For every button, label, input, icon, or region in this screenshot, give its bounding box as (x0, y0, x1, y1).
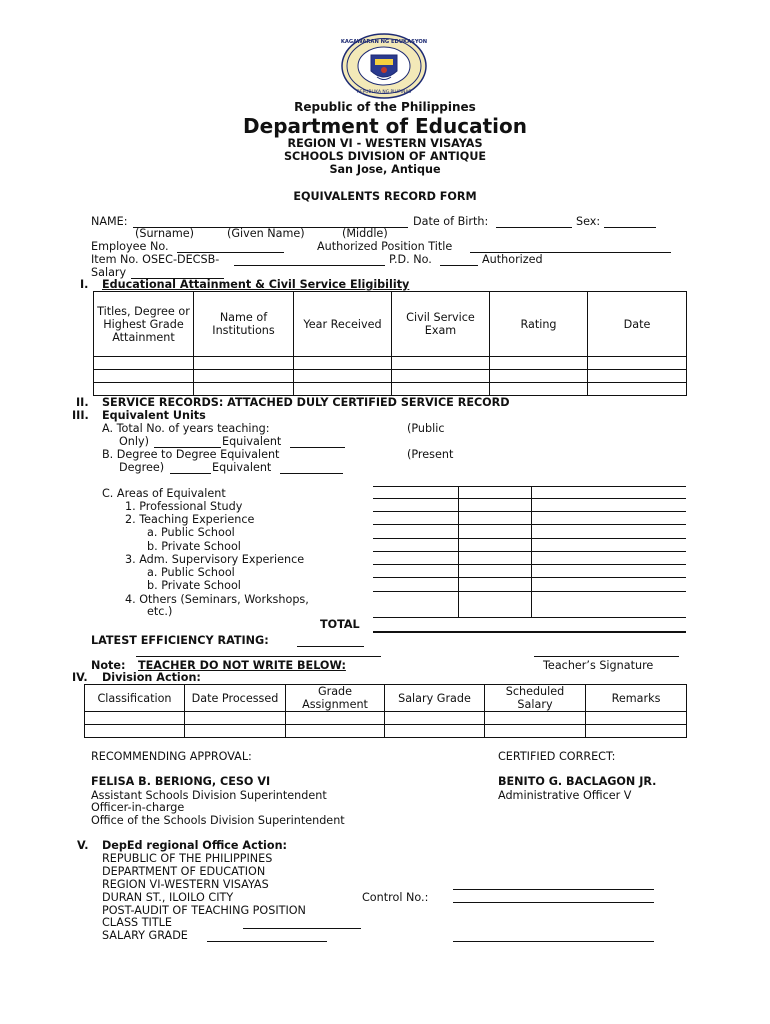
regional-line: REGION VI-WESTERN VISAYAS (102, 878, 269, 891)
recommending-approval-label: RECOMMENDING APPROVAL: (91, 750, 252, 763)
section-1-title: Educational Attainment & Civil Service Eligibility (102, 278, 410, 291)
class-title-field[interactable] (243, 928, 361, 929)
col-classification: Classification (85, 685, 185, 712)
area-item: 2. Teaching Experience (125, 513, 255, 526)
note-overline (136, 656, 381, 657)
section-4-title: Division Action: (102, 671, 201, 684)
teacher-signature-line[interactable] (534, 656, 679, 657)
area-item: etc.) (147, 605, 173, 618)
pd-no-label: P.D. No. (389, 253, 432, 266)
col-scheduled-salary: Scheduled Salary (485, 685, 586, 712)
dob-label: Date of Birth: (413, 215, 489, 228)
authorized-position-label: Authorized Position Title (317, 240, 453, 253)
item-no-field[interactable] (234, 265, 385, 266)
col-remarks: Remarks (586, 685, 687, 712)
seal-text-bottom: REPUBLIKA NG PILIPINAS (356, 90, 412, 95)
regional-line: REPUBLIC OF THE PHILIPPINES (102, 852, 273, 865)
teacher-signature-label: Teacher’s Signature (543, 659, 654, 672)
col-titles-degree: Titles, Degree or Highest Grade Attainment (94, 292, 194, 357)
given-name-caption: (Given Name) (227, 227, 305, 240)
pd-no-field[interactable] (440, 265, 478, 266)
right-signatory-title: Administrative Officer V (498, 789, 632, 802)
area-item: 4. Others (Seminars, Workshops, (125, 593, 309, 606)
col-civil-service-exam: Civil Service Exam (392, 292, 490, 357)
middle-caption: (Middle) (342, 227, 388, 240)
area-item: a. Public School (147, 526, 235, 539)
section-2-title: SERVICE RECORDS: ATTACHED DULY CERTIFIED SERVICE RECORD (102, 396, 510, 409)
item-no-label: Item No. OSEC-DECSB- (91, 253, 220, 266)
table-row[interactable] (94, 357, 687, 370)
department-title: Department of Education (243, 114, 527, 138)
item-a-equivalent: Equivalent (222, 435, 282, 448)
note-text: TEACHER DO NOT WRITE BELOW: (138, 659, 346, 672)
certified-correct-label: CERTIFIED CORRECT: (498, 750, 616, 763)
section-4-number: IV. (72, 671, 88, 684)
salary-grade-field[interactable] (207, 941, 327, 942)
control-no-line-1[interactable] (453, 889, 654, 890)
areas-title: C. Areas of Equivalent (102, 487, 226, 500)
education-header-row (94, 292, 687, 357)
section-5-title: DepEd regional Office Action: (102, 839, 288, 852)
section-5-number: V. (77, 839, 89, 852)
left-signatory-oic: Officer-in-charge (91, 801, 185, 814)
salary-grade-label: SALARY GRADE (102, 929, 188, 942)
sex-label: Sex: (576, 215, 601, 228)
col-rating: Rating (490, 292, 588, 357)
division-action-table (84, 684, 687, 738)
name-label: NAME: (91, 215, 128, 228)
left-signatory-name: FELISA B. BERIONG, CESO VI (91, 775, 271, 788)
item-b-equivalent-field[interactable] (280, 473, 343, 474)
republic-label: Republic of the Philippines (294, 100, 476, 114)
form-title: EQUIVALENTS RECORD FORM (293, 190, 477, 203)
col-date: Date (588, 292, 687, 357)
regional-line: POST-AUDIT OF TEACHING POSITION (102, 904, 306, 917)
latest-rating-label: LATEST EFFICIENCY RATING: (91, 634, 269, 647)
control-no-label: Control No.: (362, 891, 429, 904)
present-label: (Present (407, 448, 454, 461)
left-signatory-title: Assistant Schools Division Superintendent (91, 789, 327, 802)
item-b-equivalent: Equivalent (212, 461, 272, 474)
control-no-line-2[interactable] (453, 902, 654, 903)
class-title-label: CLASS TITLE (102, 916, 172, 929)
section-3-number: III. (72, 409, 89, 422)
seal-text-top: KAGAWARAN NG EDUKASYON (341, 39, 427, 45)
education-table (93, 291, 687, 396)
col-date-processed: Date Processed (185, 685, 286, 712)
col-name-of-institutions: Name of Institutions (194, 292, 294, 357)
table-row[interactable] (94, 383, 687, 396)
region-label: REGION VI - WESTERN VISAYAS (287, 137, 483, 150)
latest-rating-field[interactable] (297, 646, 364, 647)
area-item: b. Private School (147, 579, 241, 592)
item-b-degree-field[interactable] (170, 473, 211, 474)
employee-no-label: Employee No. (91, 240, 169, 253)
note-label: Note: (91, 659, 126, 672)
col-year-received: Year Received (294, 292, 392, 357)
col-salary-grade: Salary Grade (385, 685, 485, 712)
item-b-label: B. Degree to Degree Equivalent (102, 448, 280, 461)
public-label: (Public (407, 422, 445, 435)
col-grade-assignment: Grade Assignment (286, 685, 385, 712)
item-a-equivalent-field[interactable] (290, 447, 345, 448)
table-row[interactable] (85, 712, 687, 725)
left-signatory-office: Office of the Schools Division Superintendent (91, 814, 345, 827)
division-label: SCHOOLS DIVISION OF ANTIQUE (283, 150, 487, 163)
right-signatory-name: BENITO G. BACLAGON JR. (498, 775, 657, 788)
total-label: TOTAL (320, 618, 360, 631)
area-item: 3. Adm. Supervisory Experience (125, 553, 305, 566)
sex-field[interactable] (604, 227, 656, 228)
area-item: b. Private School (147, 540, 241, 553)
division-header-row (85, 685, 687, 712)
section-1-number: I. (80, 278, 89, 291)
signature-line[interactable] (453, 941, 654, 942)
item-b-degree: Degree) (119, 461, 165, 474)
section-3-title: Equivalent Units (102, 409, 206, 422)
authorized-label: Authorized (482, 253, 543, 266)
deped-seal (341, 33, 427, 99)
section-2-number: II. (76, 396, 89, 409)
area-item: 1. Professional Study (125, 500, 243, 513)
item-a-label: A. Total No. of years teaching: (102, 422, 270, 435)
table-row[interactable] (94, 370, 687, 383)
dob-field[interactable] (496, 227, 572, 228)
regional-line: DURAN ST., ILOILO CITY (102, 891, 234, 904)
location-label: San Jose, Antique (329, 163, 441, 176)
salary-label: Salary (91, 266, 127, 279)
regional-line: DEPARTMENT OF EDUCATION (102, 865, 266, 878)
area-item: a. Public School (147, 566, 235, 579)
table-row[interactable] (85, 725, 687, 738)
surname-caption: (Surname) (135, 227, 195, 240)
item-a-only: Only) (119, 435, 149, 448)
